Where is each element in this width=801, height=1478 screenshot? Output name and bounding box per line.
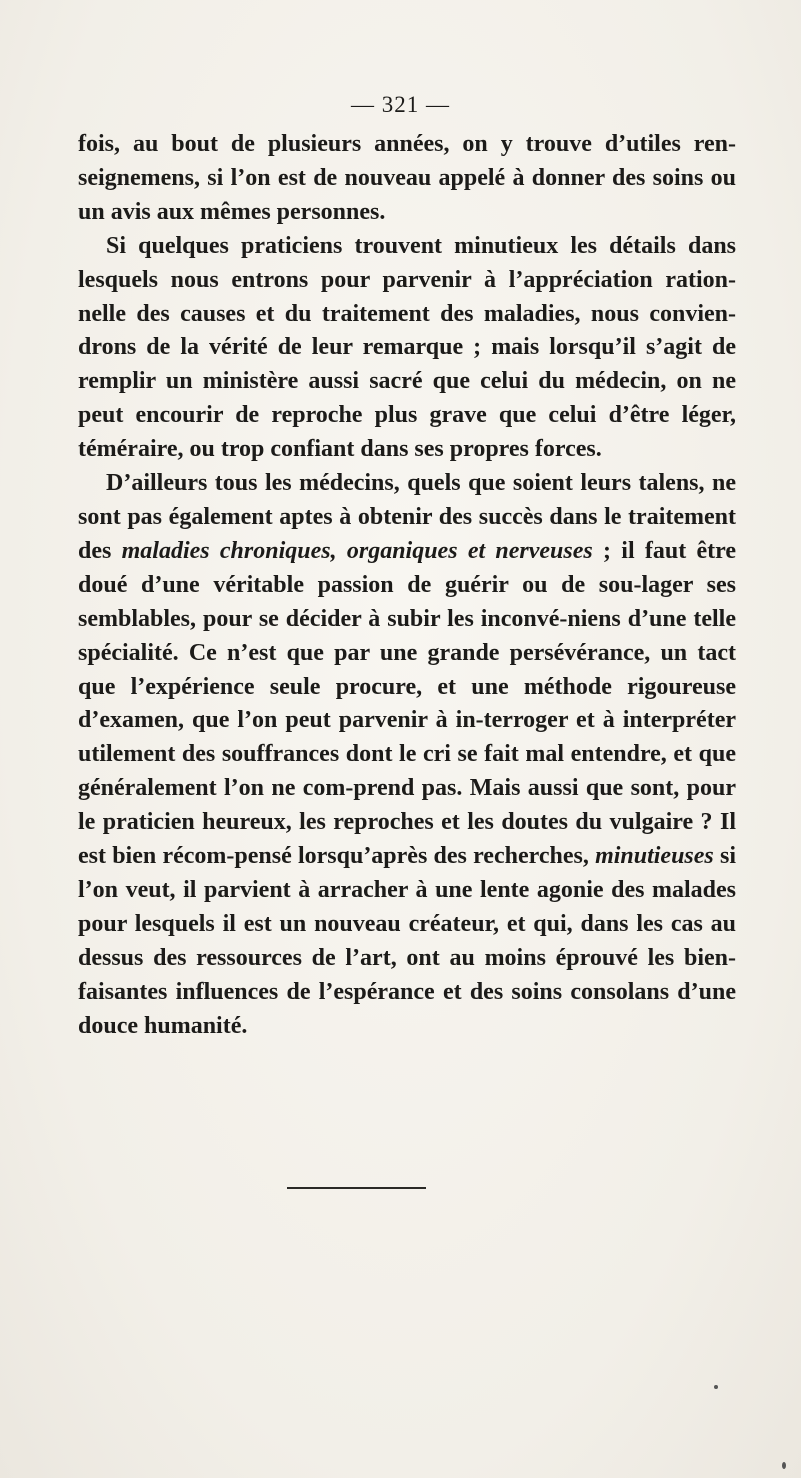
- body-text: [78, 128, 736, 1043]
- paragraph-3-italic-b: minutieuses: [595, 843, 714, 870]
- paragraph-1: [78, 128, 736, 230]
- paragraph-3-italic-a: maladies chroniques, organiques et nerveuses: [121, 537, 593, 564]
- paragraph-3-text-a: D’ailleurs tous les médecins, quels que soient leurs talens, ne sont pas également aptes à obtenir des succès dans le traitement des: [78, 470, 736, 564]
- paragraph-3: [78, 467, 736, 1043]
- paragraph-3-text-b: ; il faut être doué d’une véritable passion de guérir ou de sou-lager ses semblables, pour se décider à subir les inconvé-niens d’une telle spécialité. Ce n’est que par une grande persévérance, un tact que l’expérience seule procure, et une méthode rigoureuse d’examen, que l’on peut parvenir à in-terroger et à interpréter utilement des souffrances dont le cri se fait mal entendre, et que généralement l’on ne com-prend pas. Mais aussi que sont, pour le praticien heureux, les reproches et les doutes du vulgaire ? Il est bien récom-pensé lorsqu’après des recherches,: [78, 537, 737, 870]
- paragraph-3-text-c: si l’on veut, il parvient à arracher à une lente agonie des malades pour lesquels il est un nouveau créateur, et qui, dans les cas au dessus des ressources de l’art, ont au moins éprouvé les bien-faisantes influences de l’espérance et des soins consolans d’une douce humanité.: [78, 843, 736, 1039]
- ink-speck: [714, 1385, 718, 1389]
- paragraph-2-text: Si quelques praticiens trouvent minutieux les détails dans lesquels nous entrons pour parvenir à l’appréciation ration-nelle des causes et du traitement des maladies, nous convien-drons de la vérité de leur remarque ; mais lorsqu’il s’agit de remplir un ministère aussi sacré que celui du médecin, on ne peut encourir de reproche plus grave que celui d’être léger, téméraire, ou trop confiant dans ses propres forces.: [78, 232, 736, 463]
- ink-speck: [782, 1462, 786, 1469]
- paragraph-1-text: fois, au bout de plusieurs années, on y trouve d’utiles ren-seignemens, si l’on est de nouveau appelé à donner des soins ou un avis aux mêmes personnes.: [78, 131, 736, 225]
- page-number: — 321 —: [351, 92, 450, 117]
- end-rule: [287, 1187, 426, 1189]
- paragraph-2: [78, 230, 736, 467]
